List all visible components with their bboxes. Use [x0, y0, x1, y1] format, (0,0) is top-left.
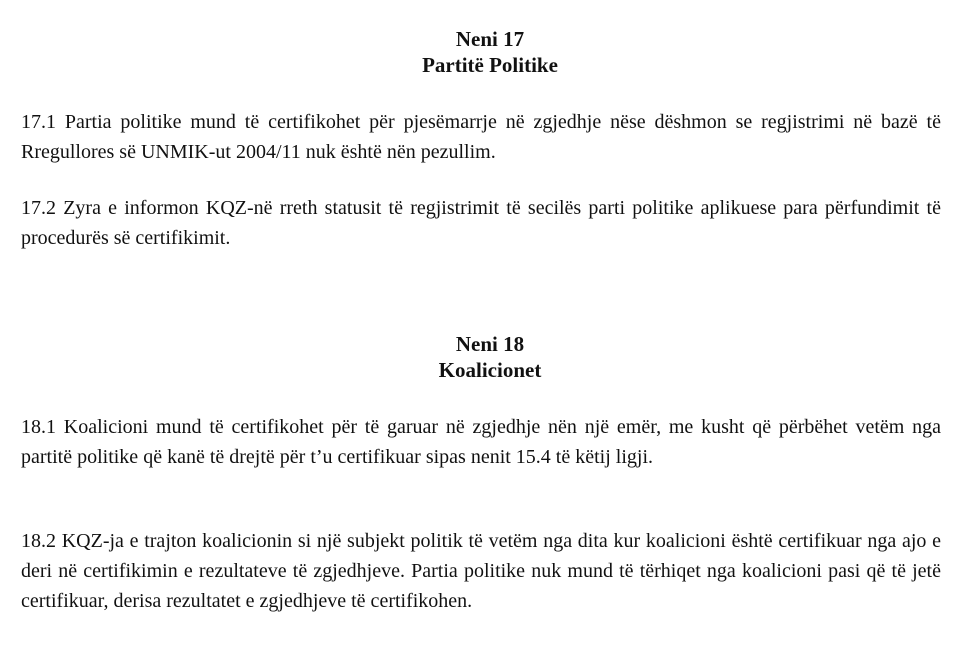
paragraph-17-2: 17.2 Zyra e informon KQZ-në rreth statusit të regjistrimit të secilës parti politike aplikuese para përfundimit të procedurës së certifikimit. [21, 197, 941, 249]
article-17-number: Neni 17 [455, 27, 525, 51]
article-18-heading [0, 331, 980, 383]
article-17-heading [0, 26, 980, 78]
paragraph-18-2: 18.2 KQZ-ja e trajton koalicionin si një subjekt politik të vetëm nga dita kur koalicioni është certifikuar nga ajo e deri në certifikimin e rezultateve të zgjedhjeve. Partia politike nuk mund të tërhiqet nga koalicioni pasi që të jetë certifikuar, derisa rezultatet e zgjedhjeve të certifikohen. [21, 530, 941, 612]
article-17-title: Partitë Politike [422, 53, 558, 77]
paragraph-17-1: 17.1 Partia politike mund të certifikohet për pjesëmarrje në zgjedhje nëse dëshmon se regjistrimi në bazë të Rregullores së UNMIK-ut 2004/11 nuk është nën pezullim. [21, 111, 941, 163]
article-18-number: Neni 18 [455, 332, 525, 356]
article-18-title: Koalicionet [438, 358, 542, 382]
paragraph-18-1: 18.1 Koalicioni mund të certifikohet për të garuar në zgjedhje nën një emër, me kusht që përbëhet vetëm nga partitë politike që kanë të drejtë për t’u certifikuar sipas nenit 15.4 të këtij ligji. [21, 416, 941, 468]
